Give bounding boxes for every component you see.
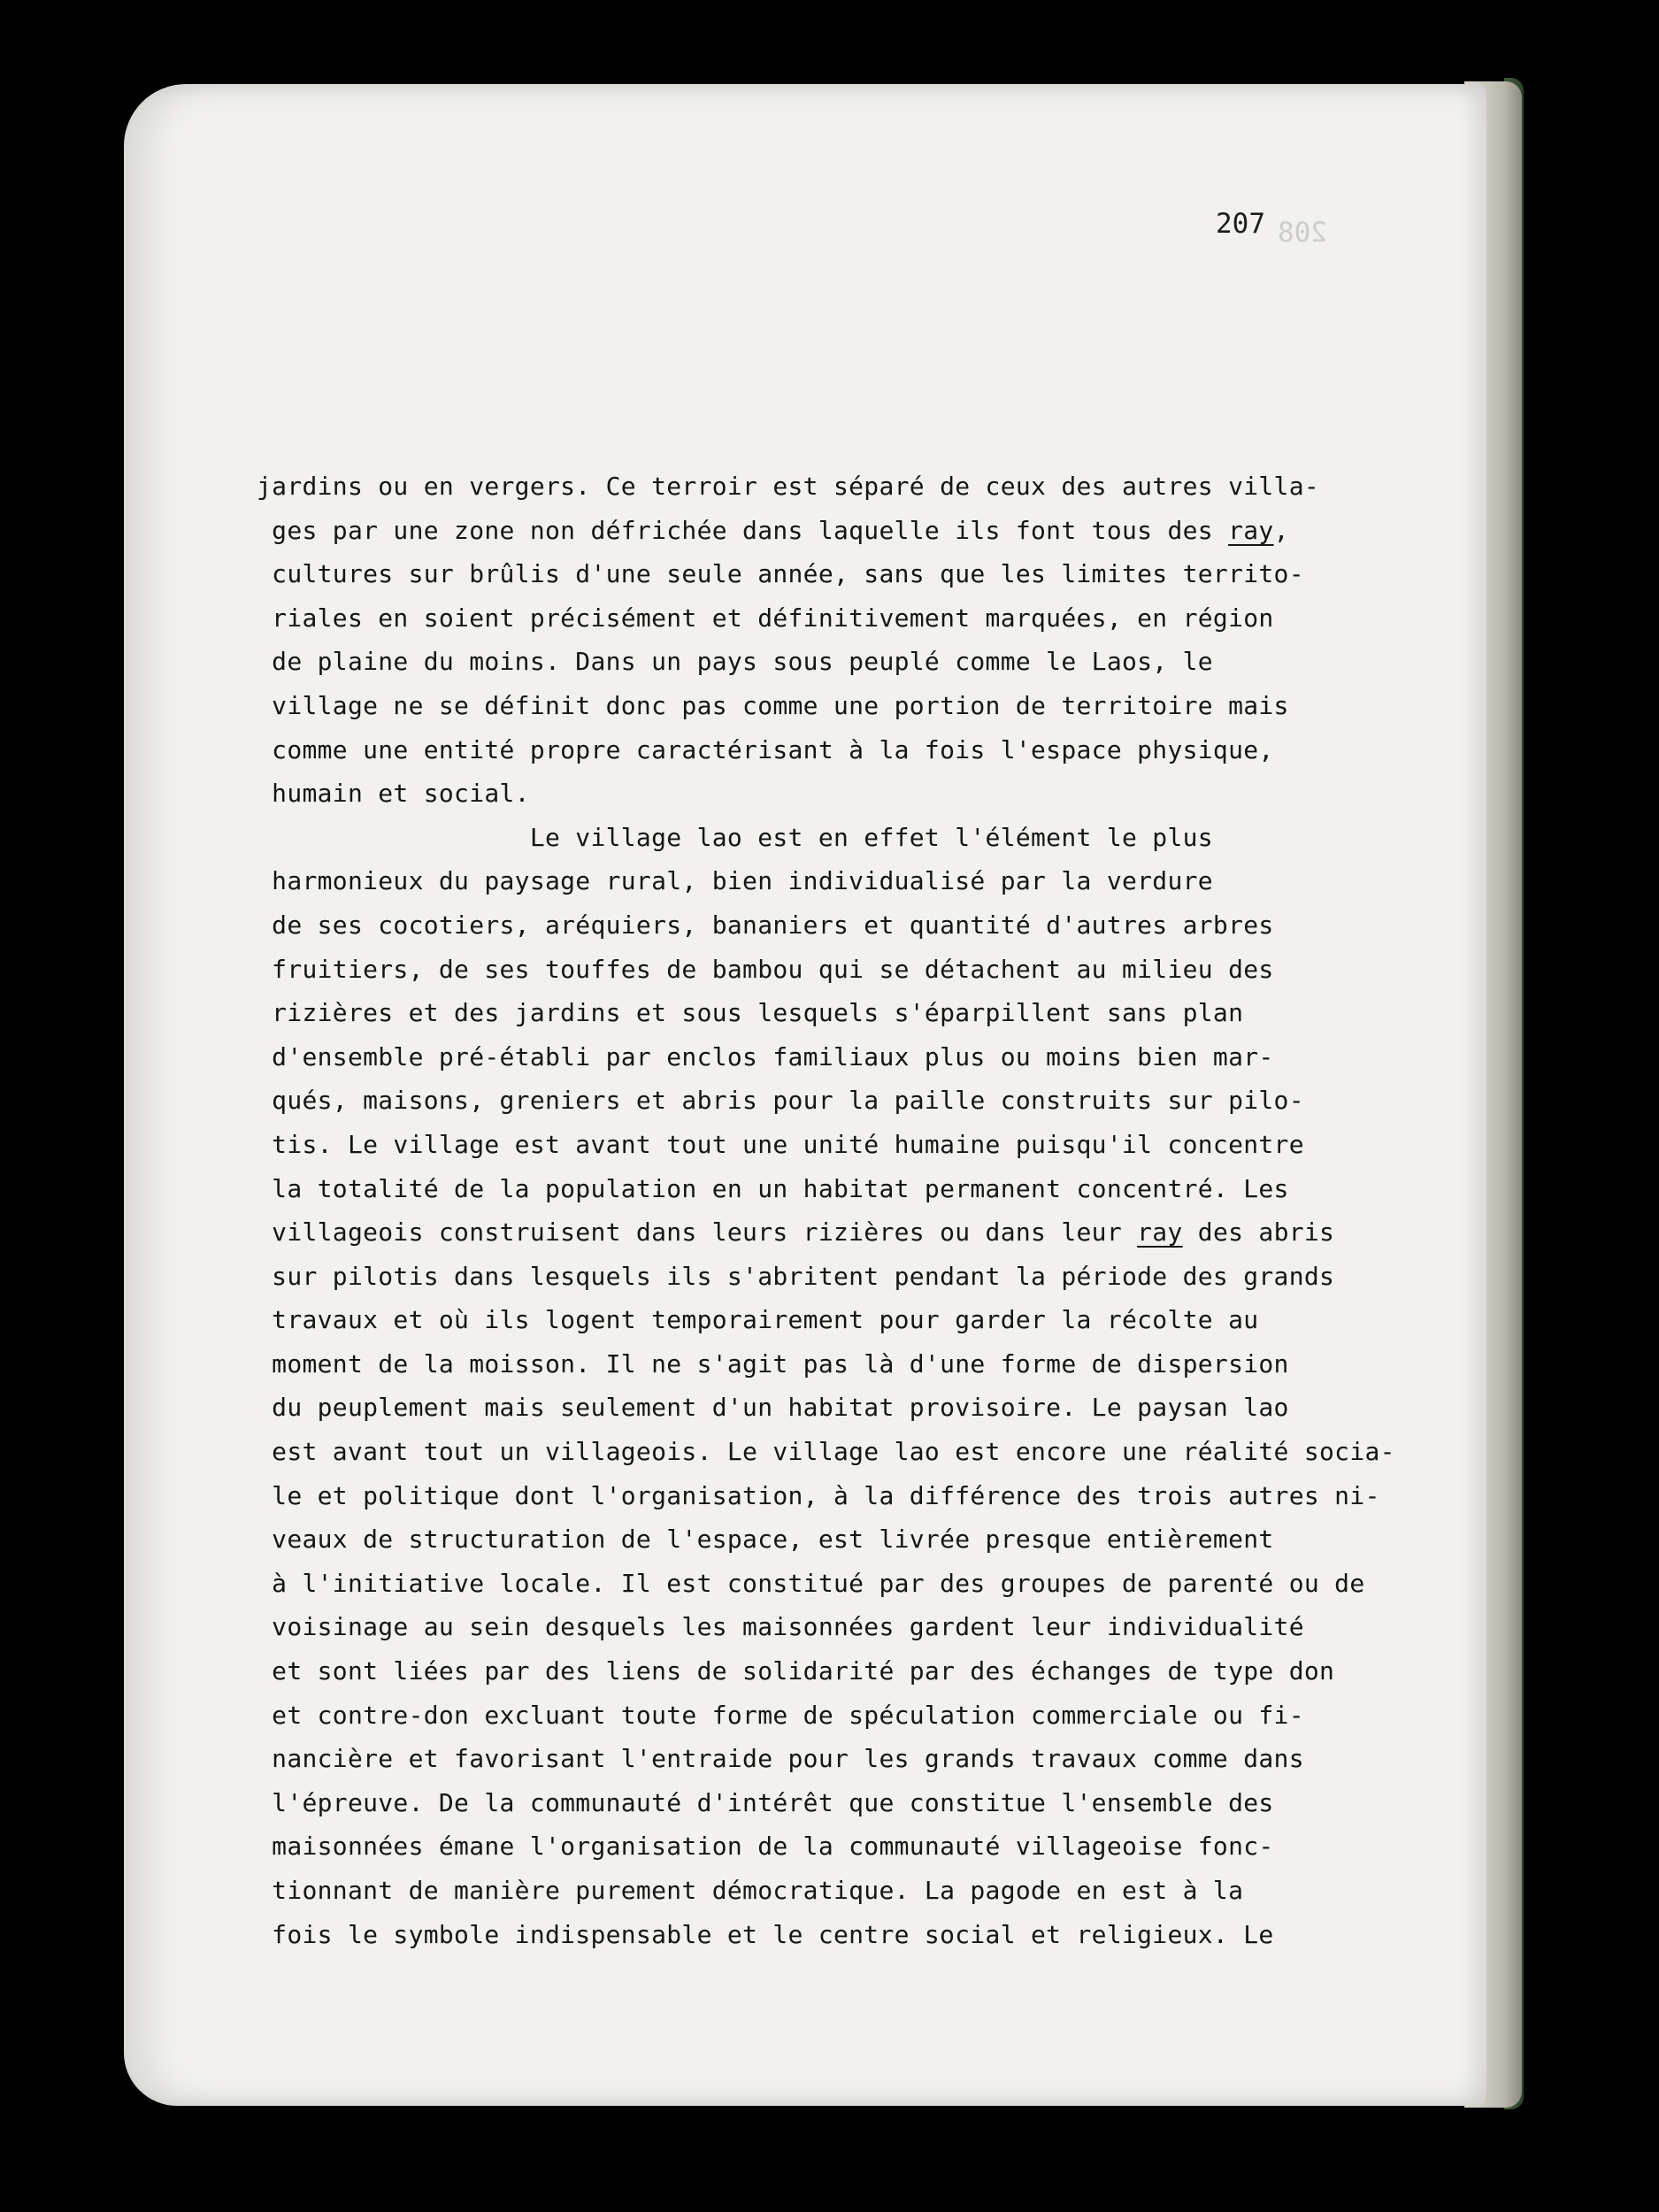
text-line-segment: fois le symbole indispensable et le centre social et religieux. Le [257, 1919, 1274, 1949]
page-sheet [124, 84, 1486, 2106]
text-line-segment: nancière et favorisant l'entraide pour les grands travaux comme dans [257, 1744, 1304, 1774]
text-line-segment: village ne se définit donc pas comme une portion de territoire mais [257, 690, 1289, 720]
text-line-segment: le et politique dont l'organisation, à la différence des trois autres ni- [257, 1480, 1380, 1510]
text-line [257, 1430, 1451, 1474]
text-line [257, 903, 1451, 948]
text-line [257, 1649, 1451, 1694]
page-number: 207 [1216, 208, 1265, 240]
text-line [257, 1562, 1451, 1606]
text-line [257, 859, 1451, 903]
text-line-segment: qués, maisons, greniers et abris pour la paille construits sur pilo- [257, 1086, 1304, 1116]
text-line [257, 1694, 1451, 1738]
text-line-segment: l'épreuve. De la communauté d'intérêt que constitue l'ensemble des [257, 1787, 1274, 1817]
text-line-segment: la totalité de la population en un habitat permanent concentré. Les [257, 1173, 1289, 1203]
text-line-segment: tionnant de manière purement démocratique. La pagode en est à la [257, 1876, 1244, 1905]
text-line-segment: du peuplement mais seulement d'un habitat provisoire. Le paysan lao [257, 1393, 1289, 1423]
text-line-segment: et sont liées par des liens de solidarité par des échanges de type don [257, 1656, 1335, 1686]
text-line [257, 816, 1451, 860]
text-line-segment: harmonieux du paysage rural, bien individualisé par la verdure [257, 866, 1213, 896]
text-line-segment: maisonnées émane l'organisation de la communauté villageoise fonc- [257, 1832, 1274, 1862]
text-line [257, 1474, 1451, 1518]
text-line [257, 1298, 1451, 1342]
text-line [257, 1737, 1451, 1781]
text-line [257, 772, 1451, 816]
text-line [257, 1210, 1451, 1255]
text-line [257, 1605, 1451, 1649]
text-line [257, 596, 1451, 641]
text-line [257, 465, 1451, 509]
text-line-segment: , [1273, 515, 1289, 545]
text-line-segment: fruitiers, de ses touffes de bambou qui se détachent au milieu des [257, 954, 1274, 984]
text-line [257, 640, 1451, 684]
text-line-segment: travaux et où ils logent temporairement pour garder la récolte au [257, 1305, 1259, 1335]
text-line [257, 1079, 1451, 1123]
show-through-page-number: 208 [1278, 217, 1327, 249]
body-text [257, 465, 1451, 1956]
text-line-segment: moment de la moisson. Il ne s'agit pas là d'une forme de dispersion [257, 1348, 1289, 1379]
text-line-segment: comme une entité propre caractérisant à la fois l'espace physique, [257, 734, 1274, 764]
text-line [257, 1123, 1451, 1167]
text-line-segment: et contre-don excluant toute forme de spéculation commerciale ou fi- [257, 1700, 1304, 1730]
text-line-segment: des abris [1182, 1217, 1335, 1248]
text-line-segment: tis. Le village est avant tout une unité humaine puisqu'il concentre [257, 1129, 1304, 1159]
text-line [257, 1386, 1451, 1430]
text-line-segment: sur pilotis dans lesquels ils s'abritent pendant la période des grands [257, 1261, 1335, 1291]
text-line [257, 948, 1451, 992]
text-line-segment: de ses cocotiers, aréquiers, bananiers et quantité d'autres arbres [257, 910, 1274, 940]
text-line-segment: riales en soient précisément et définitivement marquées, en région [257, 603, 1274, 633]
text-line [257, 1781, 1451, 1825]
text-line [257, 1913, 1451, 1957]
text-line-segment: est avant tout un villageois. Le village lao est encore une réalité socia- [257, 1437, 1395, 1467]
text-line [257, 1255, 1451, 1299]
text-line-segment: de plaine du moins. Dans un pays sous peuplé comme le Laos, le [257, 647, 1213, 677]
underlined-term: ray [1228, 515, 1274, 545]
text-line [257, 1517, 1451, 1562]
text-line [257, 552, 1451, 596]
text-line [257, 1342, 1451, 1386]
text-line [257, 684, 1451, 728]
underlined-term: ray [1137, 1217, 1183, 1248]
text-line-segment: cultures sur brûlis d'une seule année, sans que les limites territo- [257, 559, 1304, 589]
text-line-segment: rizières et des jardins et sous lesquels s'éparpillent sans plan [257, 998, 1244, 1028]
text-line-segment: villageois construisent dans leurs rizières ou dans leur [257, 1217, 1138, 1248]
text-line [257, 1869, 1451, 1913]
text-line-segment: humain et social. [257, 779, 530, 809]
text-line-segment: ges par une zone non défrichée dans laquelle ils font tous des [257, 515, 1229, 545]
text-line-segment: veaux de structuration de l'espace, est livrée presque entièrement [257, 1525, 1274, 1555]
text-line [257, 1035, 1451, 1079]
text-line [257, 728, 1451, 772]
text-line-segment: voisinage au sein desquels les maisonnées gardent leur individualité [257, 1612, 1304, 1642]
text-line-segment: Le village lao est en effet l'élément le plus [257, 822, 1213, 852]
text-line-segment: jardins ou en vergers. Ce terroir est séparé de ceux des autres villa- [257, 472, 1320, 501]
text-line [257, 509, 1451, 553]
text-line [257, 1824, 1451, 1869]
text-line [257, 1167, 1451, 1211]
text-line-segment: à l'initiative locale. Il est constitué par des groupes de parenté ou de [257, 1568, 1365, 1598]
text-line [257, 991, 1451, 1035]
text-line-segment: d'ensemble pré-établi par enclos familiaux plus ou moins bien mar- [257, 1041, 1274, 1071]
